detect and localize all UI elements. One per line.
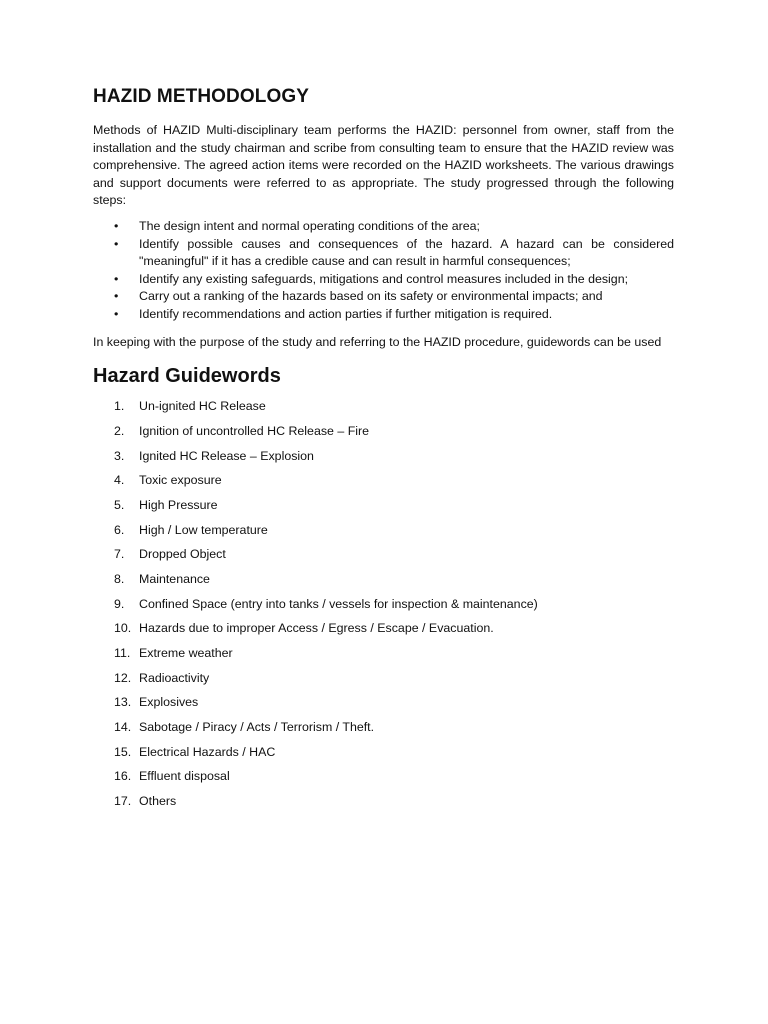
guideword-text: Radioactivity <box>139 670 210 685</box>
intro-paragraph: Methods of HAZID Multi-disciplinary team performs the HAZID: personnel from owner, staff from the installation and the study chairman and scribe from consulting team to ensure that the HAZID review was comprehensive. The agreed action items were recorded on the HAZID worksheets. The various drawings and support documents were referred to as appropriate. The study progressed through the following steps: <box>93 123 674 208</box>
item-number: 10. <box>114 621 132 636</box>
guidewords-heading: Hazard Guidewords <box>93 365 281 388</box>
item-number: 14. <box>114 720 132 735</box>
guideword-text: High / Low temperature <box>139 522 268 537</box>
guideword-text: Un-ignited HC Release <box>139 399 266 414</box>
step-item <box>93 218 674 236</box>
step-item <box>93 271 674 289</box>
item-number: 7. <box>114 547 125 562</box>
bullet-icon: • <box>114 271 119 286</box>
bullet-icon: • <box>114 236 119 251</box>
step-text: Identify recommendations and action parties if further mitigation is required. <box>139 306 553 321</box>
guideword-item <box>93 670 674 688</box>
item-number: 6. <box>114 522 125 537</box>
item-number: 2. <box>114 423 125 438</box>
guideword-item <box>93 620 674 638</box>
item-number: 12. <box>114 670 132 685</box>
guideword-text: Toxic exposure <box>139 473 222 488</box>
guideword-item <box>93 497 674 515</box>
step-item <box>93 306 674 324</box>
guideword-text: Ignited HC Release – Explosion <box>139 448 314 463</box>
step-text: Identify possible causes and consequences of the hazard. A hazard can be considered "meaningful" if it has a credible cause and can result in harmful consequences; <box>139 236 674 269</box>
step-text: Identify any existing safeguards, mitigations and control measures included in the design; <box>139 271 629 286</box>
item-number: 3. <box>114 448 125 463</box>
guideword-item <box>93 694 674 712</box>
guideword-item <box>93 793 674 811</box>
item-number: 11. <box>114 646 131 660</box>
guideword-text: Effluent disposal <box>139 769 230 784</box>
guideword-text: Others <box>139 794 177 809</box>
item-number: 5. <box>114 497 125 512</box>
guideword-item <box>93 522 674 540</box>
guideword-item <box>93 448 674 466</box>
bullet-icon: • <box>114 306 119 321</box>
guideword-item <box>93 472 674 490</box>
guideword-text: Sabotage / Piracy / Acts / Terrorism / Theft. <box>139 720 375 735</box>
item-number: 1. <box>114 399 125 414</box>
guideword-text: Dropped Object <box>139 547 226 562</box>
guideword-text: Confined Space (entry into tanks / vessels for inspection & maintenance) <box>139 596 538 611</box>
guideword-item <box>93 596 674 614</box>
step-item <box>93 288 674 306</box>
step-text: Carry out a ranking of the hazards based on its safety or environmental impacts; and <box>139 289 603 304</box>
guideword-item <box>93 571 674 589</box>
guideword-text: Ignition of uncontrolled HC Release – Fire <box>139 423 370 438</box>
item-number: 17. <box>114 794 132 809</box>
step-item <box>93 236 674 271</box>
bullet-icon: • <box>114 289 119 304</box>
guideword-text: Maintenance <box>139 571 210 586</box>
guideword-item <box>93 768 674 786</box>
guideword-text: Electrical Hazards / HAC <box>139 744 276 759</box>
guideword-text: High Pressure <box>139 497 218 512</box>
item-number: 4. <box>114 473 125 488</box>
guideword-item <box>93 546 674 564</box>
guideword-item <box>93 423 674 441</box>
guideword-text: Explosives <box>139 695 199 710</box>
item-number: 9. <box>114 596 125 611</box>
bullet-icon: • <box>114 218 119 233</box>
closing-paragraph: In keeping with the purpose of the study and referring to the HAZID procedure, guidewords can be used <box>93 334 662 349</box>
page-title: HAZID METHODOLOGY <box>93 86 309 107</box>
item-number: 16. <box>114 769 132 784</box>
item-number: 8. <box>114 571 125 586</box>
document-page <box>93 86 674 818</box>
item-number: 13. <box>114 695 132 710</box>
guideword-item <box>93 398 674 416</box>
guideword-text: Extreme weather <box>139 646 233 660</box>
guideword-text: Hazards due to improper Access / Egress / Escape / Evacuation. <box>139 621 494 636</box>
guideword-item <box>93 744 674 762</box>
guideword-item <box>93 719 674 737</box>
item-number: 15. <box>114 744 132 759</box>
step-text: The design intent and normal operating conditions of the area; <box>139 218 480 233</box>
guidewords-list <box>93 398 674 811</box>
steps-list <box>93 218 674 324</box>
guideword-item <box>93 645 674 663</box>
